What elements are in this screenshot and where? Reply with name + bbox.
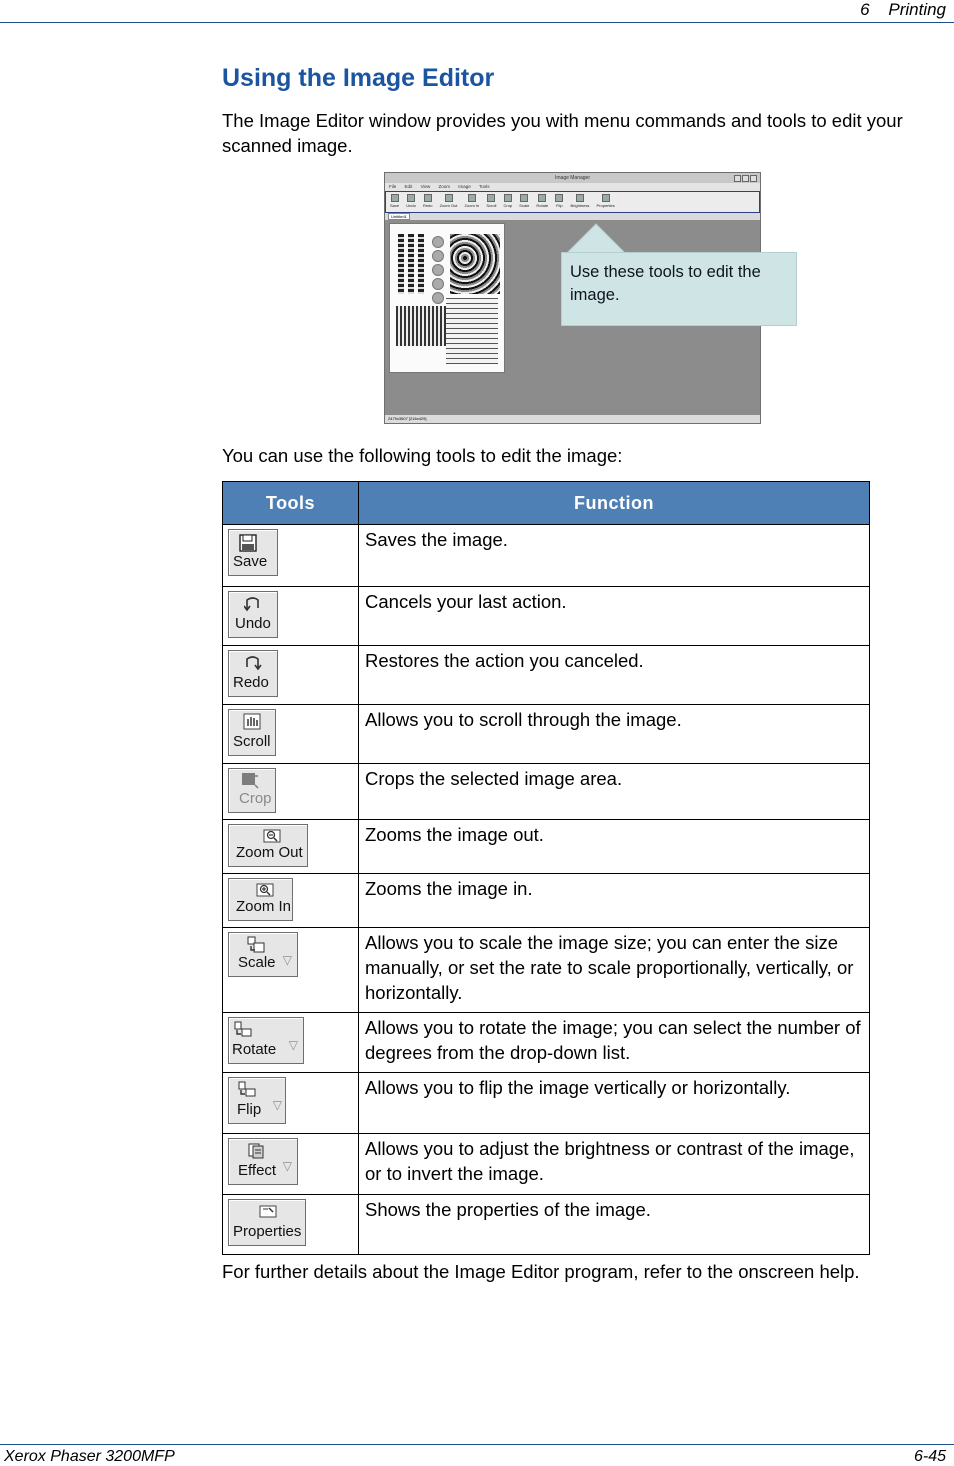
table-row (223, 1013, 870, 1073)
hand-icon (243, 713, 261, 730)
table-row (223, 874, 870, 928)
status-text: 2479x3507 [216x429] (388, 416, 427, 421)
table-row (223, 646, 870, 705)
function-cell: Allows you to adjust the brightness or contrast of the image, or to invert the image. (359, 1134, 870, 1195)
menu-tools: Tools (478, 184, 490, 189)
mini-tool: Scroll (486, 194, 496, 208)
dropdown-arrow-icon: ▽ (282, 1159, 292, 1173)
function-cell: Zooms the image in. (359, 874, 870, 928)
scroll-button[interactable]: Scroll (228, 709, 276, 756)
mini-tool: Properties (597, 194, 615, 208)
table-row (223, 1134, 870, 1195)
footer-page-number: 6-45 (913, 1448, 946, 1465)
mini-tool: Crop (503, 194, 512, 208)
function-cell: Allows you to rotate the image; you can select the number of degrees from the drop-down list. (359, 1013, 870, 1073)
intro-paragraph: The Image Editor window provides you with menu commands and tools to edit your scanned image. (222, 110, 903, 156)
redo-arrow-icon (244, 654, 262, 671)
tool-cell (223, 1195, 359, 1255)
function-cell: Allows you to scale the image size; you can enter the size manually, or set the rate to scale proportionally, vertically, or horizontally. (359, 928, 870, 1013)
function-cell: Allows you to flip the image vertically or horizontally. (359, 1073, 870, 1134)
document-tab-strip (385, 213, 760, 220)
window-controls (733, 175, 757, 186)
section-title: Using the Image Editor (222, 64, 495, 92)
table-header-row (223, 482, 870, 525)
mini-tool: Scale (519, 194, 529, 208)
header-tools: Tools (223, 482, 359, 525)
chapter-number: 6 (860, 0, 870, 19)
further-details-text: For further details about the Image Editor program, refer to the onscreen help. (222, 1261, 860, 1282)
tool-cell (223, 928, 359, 1013)
table-row (223, 928, 870, 1013)
menu-file: File (389, 184, 397, 189)
menu-bar (385, 183, 760, 191)
menu-zoom: Zoom (438, 184, 451, 189)
properties-icon (259, 1203, 277, 1220)
properties-button[interactable]: Properties (228, 1199, 306, 1246)
header-function: Function (359, 482, 870, 525)
window-titlebar (385, 173, 760, 183)
grid-pattern (446, 298, 498, 364)
window-title: Image Manager (554, 175, 591, 181)
table-row (223, 820, 870, 874)
mini-tool: Undo (406, 194, 416, 208)
tool-cell (223, 820, 359, 874)
chapter-title: Printing (888, 0, 946, 19)
tools-table (222, 481, 870, 1255)
rotate-icon (234, 1021, 252, 1038)
tool-cell (223, 874, 359, 928)
crop-button[interactable]: Crop (228, 768, 276, 813)
function-cell: Cancels your last action. (359, 587, 870, 646)
tool-cell (223, 1013, 359, 1073)
function-cell: Allows you to scroll through the image. (359, 705, 870, 764)
tool-cell (223, 1073, 359, 1134)
mini-tool: Save (390, 194, 399, 208)
tool-cell (223, 764, 359, 820)
effect-icon (247, 1142, 265, 1159)
function-cell: Crops the selected image area. (359, 764, 870, 820)
table-row (223, 525, 870, 587)
dropdown-arrow-icon: ▽ (288, 1038, 298, 1052)
table-row (223, 1195, 870, 1255)
function-cell: Restores the action you canceled. (359, 646, 870, 705)
mini-tool: Zoom In (465, 194, 480, 208)
mini-tool: Rotate (536, 194, 548, 208)
function-cell: Saves the image. (359, 525, 870, 587)
flip-icon (238, 1081, 256, 1098)
undo-button[interactable]: Undo (228, 591, 278, 638)
function-cell: Zooms the image out. (359, 820, 870, 874)
function-cell: Shows the properties of the image. (359, 1195, 870, 1255)
mini-tool: Brightness (570, 194, 589, 208)
table-lead-text: You can use the following tools to edit the image: (222, 445, 623, 466)
document-tab: Untitled1 (388, 213, 410, 220)
table-row (223, 587, 870, 646)
callout-box: Use these tools to edit the image. (561, 252, 797, 326)
mini-tool: Flip (555, 194, 563, 208)
menu-view: View (420, 184, 431, 189)
table-row (223, 764, 870, 820)
dropdown-arrow-icon: ▽ (272, 1098, 282, 1112)
photo-sample (450, 234, 500, 294)
save-button[interactable]: Save (228, 529, 278, 576)
effect-button[interactable]: Effect ▽ (228, 1138, 298, 1185)
tool-cell (223, 646, 359, 705)
tool-cell (223, 1134, 359, 1195)
dropdown-arrow-icon: ▽ (282, 953, 292, 967)
window-status-bar (385, 415, 760, 423)
tool-cell (223, 525, 359, 587)
footer-rule (0, 1444, 954, 1445)
zoom-in-button[interactable]: Zoom In (228, 878, 293, 921)
header-rule (0, 22, 954, 23)
scanned-page-thumbnail (389, 223, 505, 373)
tool-cell (223, 587, 359, 646)
scale-button[interactable]: Scale ▽ (228, 932, 298, 977)
editor-toolbar (385, 191, 760, 213)
zoom-out-button[interactable]: Zoom Out (228, 824, 308, 867)
flip-button[interactable]: Flip ▽ (228, 1077, 286, 1124)
menu-edit: Edit (404, 184, 413, 189)
tool-cell (223, 705, 359, 764)
mini-tool: Zoom Out (440, 194, 458, 208)
redo-button[interactable]: Redo (228, 650, 278, 697)
table-row (223, 1073, 870, 1134)
running-header (860, 0, 946, 20)
menu-image: Image (458, 184, 471, 189)
table-row (223, 705, 870, 764)
footer-product: Xerox Phaser 3200MFP (4, 1448, 175, 1465)
callout-pointer (566, 222, 628, 254)
rotate-button[interactable]: Rotate ▽ (228, 1017, 304, 1064)
mini-tool: Redo (423, 194, 433, 208)
undo-arrow-icon (244, 595, 262, 612)
